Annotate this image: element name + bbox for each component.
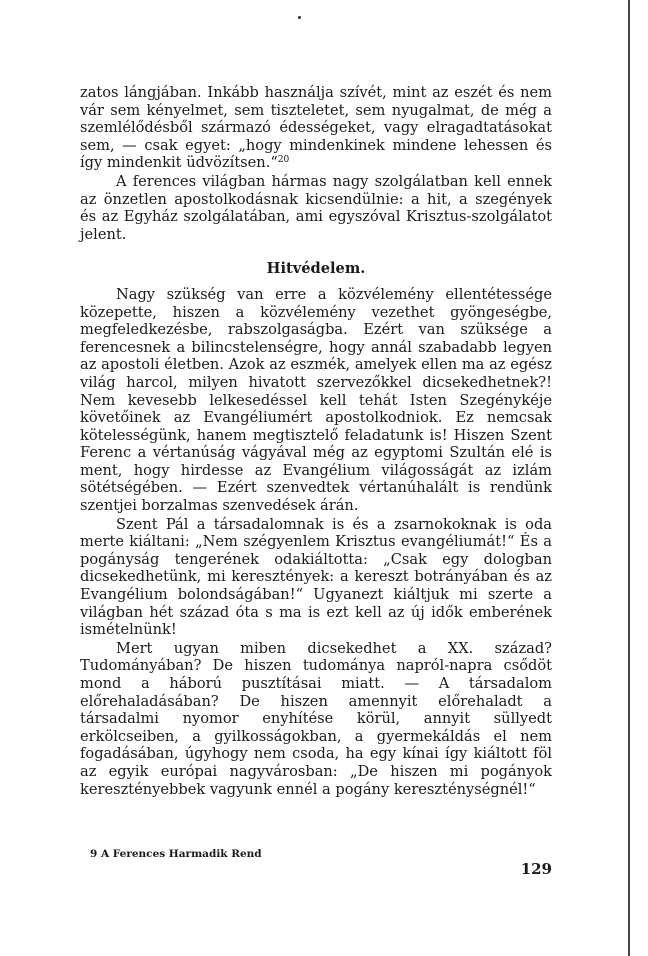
page-edge-line (628, 0, 630, 956)
paragraph-3: Nagy szükség van erre a közvélemény ellentétessége közepette, hiszen a közvélemény vezethet gyöngeségbe, megfeledkezésbe, rabszolgaságba. Ezért van szüksége a ferencesnek a bilincstelenségre, hogy annál szabadabb legyen az apostoli életben. Azok az eszmék, amelyek ellen ma az egész világ harcol, milyen hivatott szervezőkkel dicsekedhetnek?! Nem kevesebb lelkesedéssel kell tehát Isten Szegénykéje követőinek az Evangéliumért apostolkodniok. Ez nemcsak kötelességünk, hanem megtisztelő feladatunk is! Hiszen Szent Ferenc a vértanúság vágyával még az egyptomi Szultán elé is ment, hogy hirdesse az Evangélium világosságát az izlám sötétségében. — Ezért szenvedtek vértanúhalált is rendünk szentjei borzalmas szenvedések árán. (80, 285, 552, 515)
footnote-reference: 20 (277, 155, 290, 166)
paragraph-2: A ferences világban hármas nagy szolgálatban kell ennek az önzetlen apostolkodásnak kicsendülnie: a hit, a szegények és az Egyház szolgálatában, ami egyszóval Krisztus-szolgálatot jelent. (80, 172, 552, 243)
paragraph-4: Szent Pál a társadalomnak is és a zsarnokoknak is oda merte kiáltani: „Nem szégyenlem Krisztus evangéliumát!“ És a pogányság tengerének odakiáltotta: „Csak egy dologban dicsekedhetünk, mi keresztények: a kereszt botrányában és az Evangélium bolondságában!“ Ugyanezt kiáltjuk mi szerte a világban hét század óta s ma is ezt kell az új idők emberének ismételnünk! (80, 515, 552, 639)
text-column (80, 84, 552, 798)
paragraph-1-text: zatos lángjában. Inkább használja szívét, mint az eszét és nem vár sem kényelmet, sem tiszteletet, sem nyugalmat, de még a szemlélődésből származó édességeket, vagy elragadtatásokat sem, — csak egyet: „hogy mindenkinek mindene lehessen és így mindenkit üdvözítsen.“ (80, 84, 552, 172)
paragraph-1 (80, 84, 552, 172)
section-heading: Hitvédelem. (266, 260, 366, 278)
printer-signature: 9 A Ferences Harmadik Rend (90, 848, 262, 860)
scan-speck (298, 16, 301, 19)
page-footer (80, 846, 552, 876)
paragraph-5: Mert ugyan miben dicsekedhet a XX. század? Tudományában? De hiszen tudománya napról-napra csődöt mond a háború pusztításai miatt. — A társadalom előrehaladásában? De hiszen amennyit előrehaladt a társadalmi nyomor enyhítése körül, annyit süllyedt erkölcseiben, a gyilkosságokban, a gyermekáldás el nem fogadásában, úgyhogy nem csoda, ha egy kínai így kiáltott föl az egyik európai nagyvárosban: „De hiszen mi pogányok keresztényebbek vagyunk ennél a pogány kereszténységnél!“ (80, 639, 552, 798)
page-number: 129 (520, 860, 552, 878)
